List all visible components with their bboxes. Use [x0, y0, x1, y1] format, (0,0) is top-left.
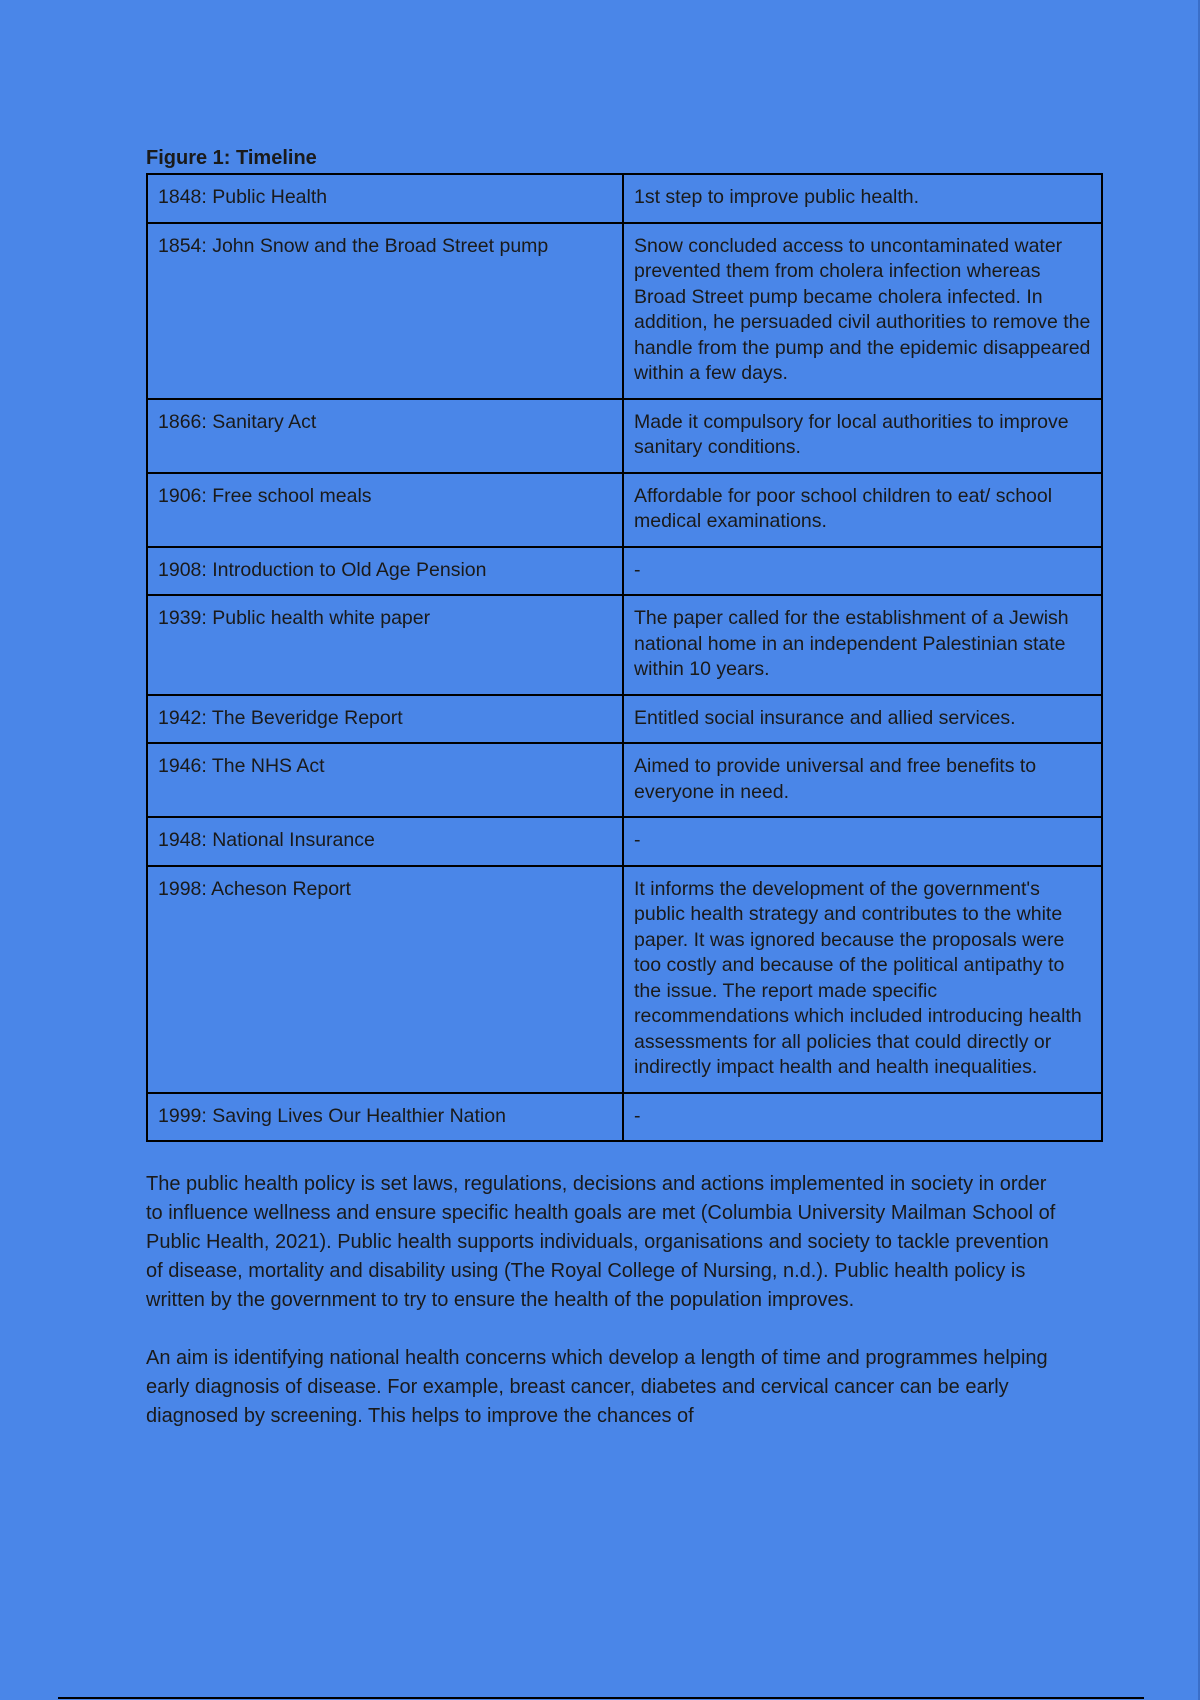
timeline-description: Made it compulsory for local authorities to improve sanitary conditions.	[623, 399, 1102, 473]
table-row	[147, 743, 1102, 817]
timeline-event: 1866: Sanitary Act	[147, 399, 623, 473]
table-row	[147, 695, 1102, 744]
timeline-event: 1908: Introduction to Old Age Pension	[147, 547, 623, 596]
timeline-description: Affordable for poor school children to eat/ school medical examinations.	[623, 473, 1102, 547]
table-row	[147, 473, 1102, 547]
timeline-event: 1906: Free school meals	[147, 473, 623, 547]
timeline-event: 1948: National Insurance	[147, 817, 623, 866]
timeline-description: 1st step to improve public health.	[623, 174, 1102, 223]
timeline-event: 1854: John Snow and the Broad Street pump	[147, 223, 623, 399]
table-row	[147, 547, 1102, 596]
body-paragraph: An aim is identifying national health concerns which develop a length of time and programmes helping early diagnosis of disease. For example, breast cancer, diabetes and cervical cancer can be early diagnosed by screening. This helps to improve the chances of	[146, 1347, 1048, 1427]
table-row	[147, 1093, 1102, 1142]
footer-divider	[58, 1697, 1144, 1699]
table-row	[147, 866, 1102, 1093]
timeline-description: -	[623, 817, 1102, 866]
timeline-event: 1946: The NHS Act	[147, 743, 623, 817]
timeline-description: It informs the development of the government's public health strategy and contributes to the white paper. It was ignored because the proposals were too costly and because of the political antipathy to the issue. The report made specific recommendations which included introducing health assessments for all policies that could directly or indirectly impact health and health inequalities.	[623, 866, 1102, 1093]
body-paragraph: The public health policy is set laws, regulations, decisions and actions implemented in society in order to influence wellness and ensure specific health goals are met (Columbia University Mailman School of Public Health, 2021). Public health supports individuals, organisations and society to tackle prevention of disease, mortality and disability using (The Royal College of Nursing, n.d.). Public health policy is written by the government to try to ensure the health of the population improves.	[146, 1173, 1056, 1311]
table-row	[147, 223, 1102, 399]
timeline-event: 1848: Public Health	[147, 174, 623, 223]
document-page	[146, 144, 1091, 1431]
timeline-description: Aimed to provide universal and free benefits to everyone in need.	[623, 743, 1102, 817]
table-row	[147, 174, 1102, 223]
table-row	[147, 817, 1102, 866]
timeline-description: -	[623, 1093, 1102, 1142]
figure-caption: Figure 1: Timeline	[146, 147, 317, 169]
table-row	[147, 399, 1102, 473]
timeline-event: 1942: The Beveridge Report	[147, 695, 623, 744]
table-row	[147, 595, 1102, 695]
timeline-event: 1998: Acheson Report	[147, 866, 623, 1093]
timeline-description: The paper called for the establishment of a Jewish national home in an independent Palestinian state within 10 years.	[623, 595, 1102, 695]
timeline-description: Snow concluded access to uncontaminated water prevented them from cholera infection whereas Broad Street pump became cholera infected. In addition, he persuaded civil authorities to remove the handle from the pump and the epidemic disappeared within a few days.	[623, 223, 1102, 399]
timeline-table	[146, 173, 1103, 1142]
timeline-description: Entitled social insurance and allied services.	[623, 695, 1102, 744]
timeline-event: 1939: Public health white paper	[147, 595, 623, 695]
timeline-event: 1999: Saving Lives Our Healthier Nation	[147, 1093, 623, 1142]
timeline-description: -	[623, 547, 1102, 596]
